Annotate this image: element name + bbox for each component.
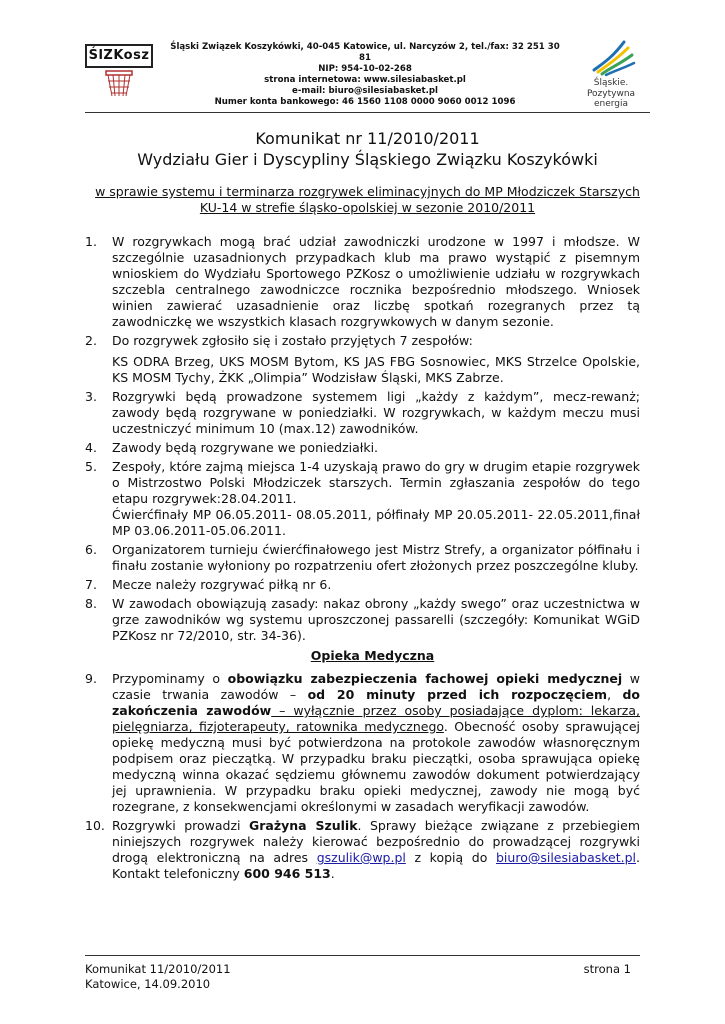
item-dates: Ćwierćfinały MP 06.05.2011- 08.05.2011, półfinały MP 20.05.2011- 22.05.2011,finał MP 03.06.2011-05.06.2011. <box>112 507 640 538</box>
footer-date: Katowice, 14.09.2010 <box>85 977 211 991</box>
list-item <box>85 459 640 539</box>
title-line-1: Komunikat nr 11/2010/2011 <box>255 129 480 148</box>
footer-info <box>85 962 231 992</box>
email-link-biuro[interactable]: biuro@silesiabasket.pl <box>496 850 637 865</box>
contact-name: Grażyna Szulik <box>248 818 358 833</box>
letterhead <box>85 42 650 110</box>
header-divider <box>85 112 650 113</box>
item-number: 4. <box>85 440 97 455</box>
item-number: 8. <box>85 596 97 611</box>
item-text: Organizatorem turnieju ćwierćfinałowego jest Mistrz Strefy, a organizator półfinału i finału zostanie wyłoniony po rozpatrzeniu ofert złożonych przez poszczególne kluby. <box>112 542 640 573</box>
subtitle-line-1: w sprawie systemu i terminarza rozgrywek eliminacyjnych do MP Młodziczek Starszych <box>95 184 640 199</box>
organization-email[interactable]: e-mail: biuro@silesiabasket.pl <box>292 86 438 96</box>
bold-text: obowiązku zabezpieczenia fachowej opieki medycznej <box>227 671 623 686</box>
item-number: 6. <box>85 542 97 557</box>
footer-document-id: Komunikat 11/2010/2011 <box>85 962 231 976</box>
list-item <box>85 333 640 386</box>
underlined-text: – wyłącznie przez osoby posiadające dyplom: lekarza, pielęgniarza, fizjoterapeuty, ratownika medycznego <box>112 703 640 734</box>
list-item <box>85 818 640 882</box>
subtitle-line-2: KU-14 w strefie śląsko-opolskiej w sezonie 2010/2011 <box>199 200 536 215</box>
item-text: Zawody będą rozgrywane we poniedziałki. <box>112 440 379 455</box>
footer-divider <box>85 955 640 956</box>
page-number: strona 1 <box>583 962 631 976</box>
item-text: W rozgrywkach mogą brać udział zawodniczki urodzone w 1997 i młodsze. W szczególnie uzasadnionych przypadkach klub ma prawo wystąpić z pisemnym wnioskiem do Wydziału Sportowego PZKosz o umożliwienie udziału w rozgrywkach szczebla centralnego zawodniczce rocznika bezpośrednio młodszego. Wniosek winien zawierać uzasadnienie oraz liczbę spotkań rozegranych przez tą zawodniczkę we wszystkich klasach rozgrywkowych w danym sezonie. <box>112 234 640 329</box>
rules-list <box>85 234 640 644</box>
organization-website[interactable]: strona internetowa: www.silesiabasket.pl <box>264 75 466 85</box>
szkosz-logo <box>85 42 153 100</box>
slaskie-logo <box>572 38 650 108</box>
title-line-2: Wydziału Gier i Dyscypliny Śląskiego Związku Koszykówki <box>137 150 598 169</box>
item-text: Rozgrywki prowadzi Grażyna Szulik. Sprawy bieżące związane z przebiegiem niniejszych rozgrywek należy kierować bezpośrednio do prowadzącej rozgrywki drogą elektroniczną na adres gszulik@wp.pl z kopią do biuro@silesiabasket.pl. Kontakt telefoniczny 600 946 513. <box>112 818 640 881</box>
list-item <box>85 671 640 815</box>
item-text: W zawodach obowiązują zasady: nakaz obrony „każdy swego” oraz uczestnictwa w grze zawodników wg systemu uproszczonej passarelli (szczegóły: Komunikat WGiD PZKosz nr 72/2010, str. 34-36). <box>112 596 640 643</box>
item-number: 7. <box>85 577 97 592</box>
document-body <box>85 234 640 885</box>
organization-bank-account: Numer konta bankowego: 46 1560 1108 0000 9060 0012 1096 <box>214 97 516 107</box>
item-text: Mecze należy rozgrywać piłką nr 6. <box>112 577 332 592</box>
list-item <box>85 440 640 456</box>
bold-text: do zakończenia zawodów <box>112 687 641 718</box>
letterhead-text <box>165 42 565 108</box>
contact-phone: 600 946 513 <box>243 866 331 881</box>
list-item <box>85 577 640 593</box>
item-text: Przypominamy o obowiązku zabezpieczenia fachowej opieki medycznej w czasie trwania zawodów – od 20 minuty przed ich rozpoczęciem, do zakończenia zawodów – wyłącznie przez osoby posiadające dyplom: lekarza, pielęgniarza, fizjoterapeuty, ratownika medycznego. Obecność osoby sprawującej opiekę medyczną musi być potwierdzona na protokole zawodów własnoręcznym podpisem oraz pieczątką. W przypadku braku pieczątki, osoba sprawująca opiekę medyczną winna okazać sędziemu głównemu zawodów dokument potwierdzający jej uprawnienia. W przypadku braku opieki medycznej, zawody nie mogą być rozegrane, z konsekwencjami określonymi w zasadach weryfikacji zawodów. <box>112 671 641 814</box>
document-title <box>85 128 650 170</box>
item-number: 2. <box>85 333 97 348</box>
document-subtitle <box>85 184 650 216</box>
section-heading-medical: Opieka Medyczna <box>310 648 435 663</box>
slaskie-slogan-2: Pozytywna energia <box>586 89 636 109</box>
logo-text: ŚlZKosz <box>85 44 153 68</box>
item-text: Zespoły, które zajmą miejsca 1-4 uzyskają prawo do gry w drugim etapie rozgrywek o Mistrzostwo Polski Młodziczek starszych. Termin zgłaszania zespołów do tego etapu rozgrywek:28.04.2011. <box>112 459 640 506</box>
list-item <box>85 234 640 330</box>
rules-list-continued <box>85 671 640 882</box>
list-item <box>85 542 640 574</box>
organization-nip: NIP: 954-10-02-268 <box>318 64 412 74</box>
slaskie-slogan-1: Śląskie. <box>593 78 629 88</box>
item-number: 9. <box>85 671 97 686</box>
email-link-gszulik[interactable]: gszulik@wp.pl <box>316 850 406 865</box>
list-item <box>85 596 640 644</box>
list-item <box>85 389 640 437</box>
organization-address: Śląski Związek Koszykówki, 40-045 Katowice, ul. Narcyzów 2, tel./fax: 32 251 30 81 <box>170 42 560 63</box>
teams-list: KS ODRA Brzeg, UKS MOSM Bytom, KS JAS FBG Sosnowiec, MKS Strzelce Opolskie, KS MOSM Tychy, ŻKK „Olimpia” Wodzisław Śląski, MKS Zabrze. <box>112 354 640 385</box>
basket-icon <box>105 70 133 98</box>
bold-text: od 20 minuty przed ich rozpoczęciem <box>307 687 608 702</box>
item-number: 3. <box>85 389 97 404</box>
slaskie-swirl-icon <box>572 38 650 78</box>
item-number: 10. <box>85 818 105 833</box>
item-text: Rozgrywki będą prowadzone systemem ligi „każdy z każdym”, mecz-rewanż; zawody będą rozgrywane w poniedziałki. W rozgrywkach, w każdym meczu musi uczestniczyć minimum 10 (max.12) zawodników. <box>112 389 640 436</box>
item-number: 5. <box>85 459 97 474</box>
item-text: Do rozgrywek zgłosiło się i zostało przyjętych 7 zespołów: <box>112 333 473 348</box>
item-number: 1. <box>85 234 97 249</box>
